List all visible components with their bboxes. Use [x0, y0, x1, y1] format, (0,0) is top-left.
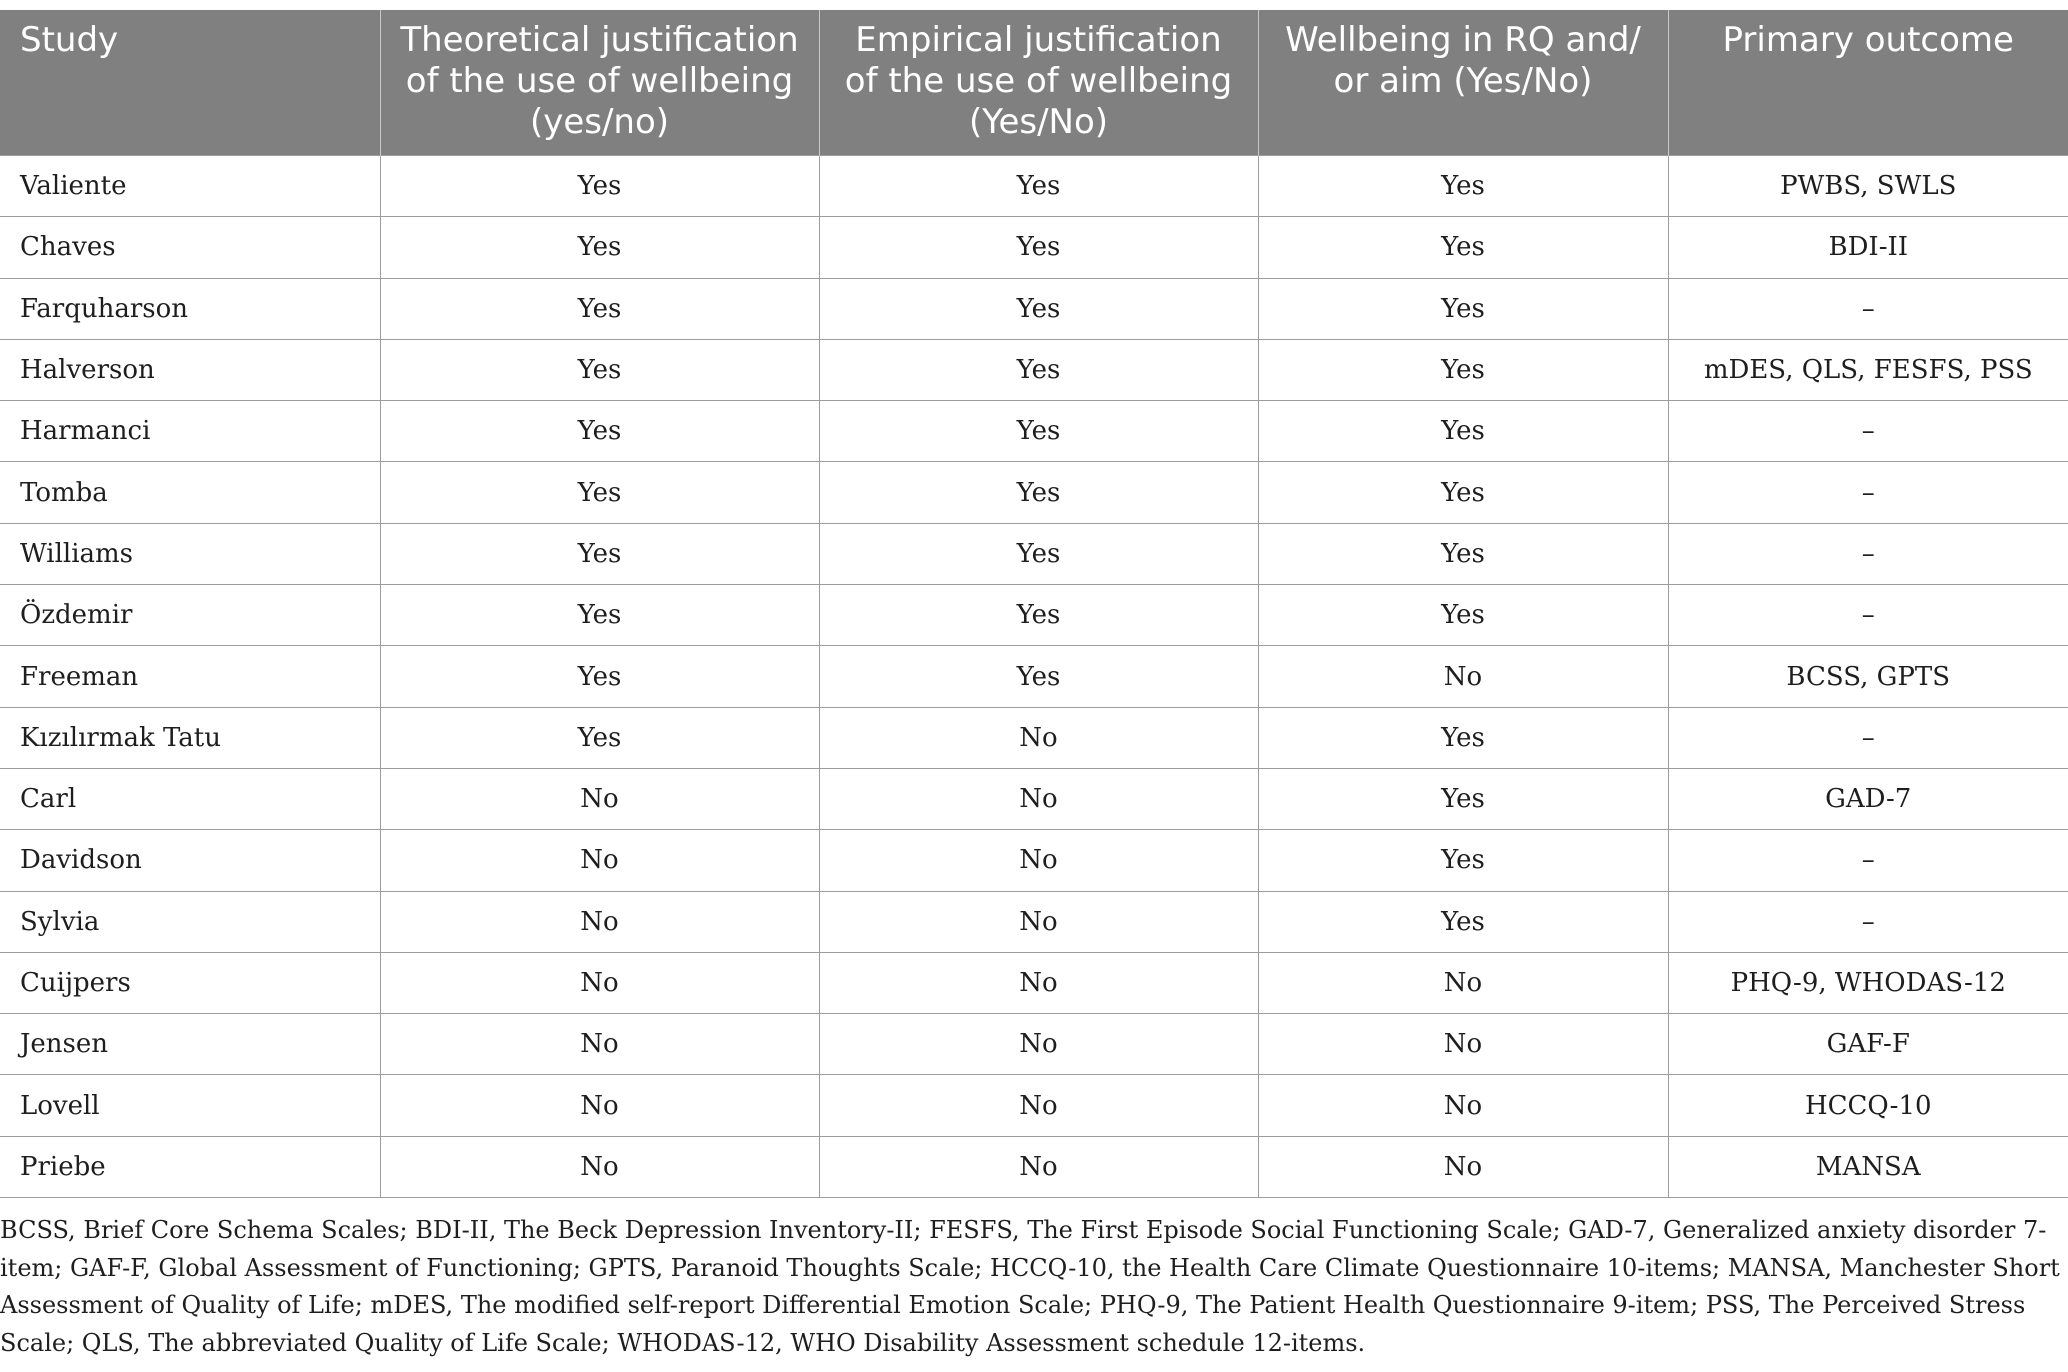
table-row	[0, 830, 2068, 891]
cell-wellbeing-rq: Yes	[1258, 891, 1668, 952]
cell-theoretical: No	[380, 1014, 819, 1075]
cell-wellbeing-rq: No	[1258, 1075, 1668, 1136]
cell-primary-outcome: BCSS, GPTS	[1668, 646, 2068, 707]
cell-primary-outcome: –	[1668, 401, 2068, 462]
table-row	[0, 891, 2068, 952]
cell-primary-outcome: mDES, QLS, FESFS, PSS	[1668, 339, 2068, 400]
cell-empirical: Yes	[819, 523, 1258, 584]
cell-primary-outcome: BDI-II	[1668, 217, 2068, 278]
cell-theoretical: Yes	[380, 217, 819, 278]
cell-theoretical: No	[380, 891, 819, 952]
cell-wellbeing-rq: Yes	[1258, 217, 1668, 278]
table-row	[0, 707, 2068, 768]
cell-empirical: Yes	[819, 156, 1258, 217]
cell-study: Halverson	[0, 339, 380, 400]
cell-study: Davidson	[0, 830, 380, 891]
table-row	[0, 1075, 2068, 1136]
cell-empirical: No	[819, 891, 1258, 952]
table-row	[0, 401, 2068, 462]
header-study: Study	[0, 10, 380, 156]
cell-theoretical: Yes	[380, 646, 819, 707]
cell-wellbeing-rq: Yes	[1258, 339, 1668, 400]
table-row	[0, 462, 2068, 523]
cell-empirical: Yes	[819, 217, 1258, 278]
cell-wellbeing-rq: Yes	[1258, 278, 1668, 339]
table-header-row	[0, 10, 2068, 156]
cell-theoretical: Yes	[380, 278, 819, 339]
cell-study: Cuijpers	[0, 952, 380, 1013]
cell-theoretical: No	[380, 830, 819, 891]
header-theoretical-justification: Theoretical justification of the use of wellbeing (yes/no)	[380, 10, 819, 156]
cell-empirical: Yes	[819, 462, 1258, 523]
table-container	[0, 10, 2068, 1198]
table-footnote: BCSS, Brief Core Schema Scales; BDI-II, The Beck Depression Inventory-II; FESFS, The First Episode Social Functioning Scale; GAD-7, Generalized anxiety disorder 7-item; GAF-F, Global Assessment of Functioning; GPTS, Paranoid Thoughts Scale; HCCQ-10, the Health Care Climate Questionnaire 10-items; MANSA, Manchester Short Assessment of Quality of Life; mDES, The modified self-report Differential Emotion Scale; PHQ-9, The Patient Health Questionnaire 9-item; PSS, The Perceived Stress Scale; QLS, The abbreviated Quality of Life Scale; WHODAS-12, WHO Disability Assessment schedule 12-items.	[0, 1216, 2060, 1357]
cell-primary-outcome: –	[1668, 462, 2068, 523]
header-primary-outcome: Primary outcome	[1668, 10, 2068, 156]
cell-study: Williams	[0, 523, 380, 584]
table-row	[0, 217, 2068, 278]
cell-wellbeing-rq: Yes	[1258, 523, 1668, 584]
cell-study: Freeman	[0, 646, 380, 707]
cell-theoretical: Yes	[380, 401, 819, 462]
cell-theoretical: Yes	[380, 462, 819, 523]
cell-theoretical: Yes	[380, 585, 819, 646]
table-row	[0, 585, 2068, 646]
cell-theoretical: No	[380, 952, 819, 1013]
cell-theoretical: Yes	[380, 523, 819, 584]
cell-theoretical: Yes	[380, 339, 819, 400]
cell-study: Chaves	[0, 217, 380, 278]
cell-empirical: No	[819, 707, 1258, 768]
cell-primary-outcome: HCCQ-10	[1668, 1075, 2068, 1136]
cell-study: Lovell	[0, 1075, 380, 1136]
cell-wellbeing-rq: Yes	[1258, 830, 1668, 891]
cell-primary-outcome: MANSA	[1668, 1136, 2068, 1197]
cell-wellbeing-rq: No	[1258, 952, 1668, 1013]
cell-primary-outcome: –	[1668, 585, 2068, 646]
cell-primary-outcome: GAF-F	[1668, 1014, 2068, 1075]
cell-wellbeing-rq: No	[1258, 646, 1668, 707]
cell-theoretical: Yes	[380, 707, 819, 768]
cell-study: Kızılırmak Tatu	[0, 707, 380, 768]
cell-empirical: No	[819, 768, 1258, 829]
cell-study: Priebe	[0, 1136, 380, 1197]
table-row	[0, 278, 2068, 339]
cell-empirical: Yes	[819, 278, 1258, 339]
cell-wellbeing-rq: No	[1258, 1136, 1668, 1197]
cell-primary-outcome: –	[1668, 830, 2068, 891]
table-row	[0, 1014, 2068, 1075]
cell-wellbeing-rq: Yes	[1258, 462, 1668, 523]
cell-theoretical: No	[380, 1075, 819, 1136]
table-row	[0, 523, 2068, 584]
cell-study: Carl	[0, 768, 380, 829]
cell-wellbeing-rq: Yes	[1258, 707, 1668, 768]
cell-empirical: Yes	[819, 401, 1258, 462]
cell-primary-outcome: –	[1668, 523, 2068, 584]
table-row	[0, 1136, 2068, 1197]
cell-empirical: No	[819, 952, 1258, 1013]
cell-study: Farquharson	[0, 278, 380, 339]
cell-empirical: No	[819, 1014, 1258, 1075]
cell-study: Tomba	[0, 462, 380, 523]
cell-empirical: No	[819, 1136, 1258, 1197]
table-row	[0, 646, 2068, 707]
cell-study: Valiente	[0, 156, 380, 217]
cell-primary-outcome: –	[1668, 707, 2068, 768]
table-row	[0, 952, 2068, 1013]
cell-empirical: No	[819, 830, 1258, 891]
cell-empirical: No	[819, 1075, 1258, 1136]
cell-wellbeing-rq: Yes	[1258, 401, 1668, 462]
cell-theoretical: No	[380, 768, 819, 829]
cell-primary-outcome: PHQ-9, WHODAS-12	[1668, 952, 2068, 1013]
cell-study: Sylvia	[0, 891, 380, 952]
table-row	[0, 339, 2068, 400]
cell-primary-outcome: –	[1668, 278, 2068, 339]
header-empirical-justification: Empirical justification of the use of wellbeing (Yes/No)	[819, 10, 1258, 156]
cell-empirical: Yes	[819, 585, 1258, 646]
cell-wellbeing-rq: Yes	[1258, 768, 1668, 829]
table-row	[0, 768, 2068, 829]
cell-theoretical: Yes	[380, 156, 819, 217]
cell-primary-outcome: PWBS, SWLS	[1668, 156, 2068, 217]
wellbeing-justification-table	[0, 10, 2068, 1198]
cell-wellbeing-rq: No	[1258, 1014, 1668, 1075]
table-body	[0, 156, 2068, 1198]
cell-study: Özdemir	[0, 585, 380, 646]
cell-empirical: Yes	[819, 646, 1258, 707]
cell-primary-outcome: GAD-7	[1668, 768, 2068, 829]
cell-study: Jensen	[0, 1014, 380, 1075]
cell-study: Harmanci	[0, 401, 380, 462]
header-wellbeing-in-rq: Wellbeing in RQ and/ or aim (Yes/No)	[1258, 10, 1668, 156]
cell-theoretical: No	[380, 1136, 819, 1197]
cell-empirical: Yes	[819, 339, 1258, 400]
cell-wellbeing-rq: Yes	[1258, 156, 1668, 217]
cell-primary-outcome: –	[1668, 891, 2068, 952]
table-row	[0, 156, 2068, 217]
cell-wellbeing-rq: Yes	[1258, 585, 1668, 646]
